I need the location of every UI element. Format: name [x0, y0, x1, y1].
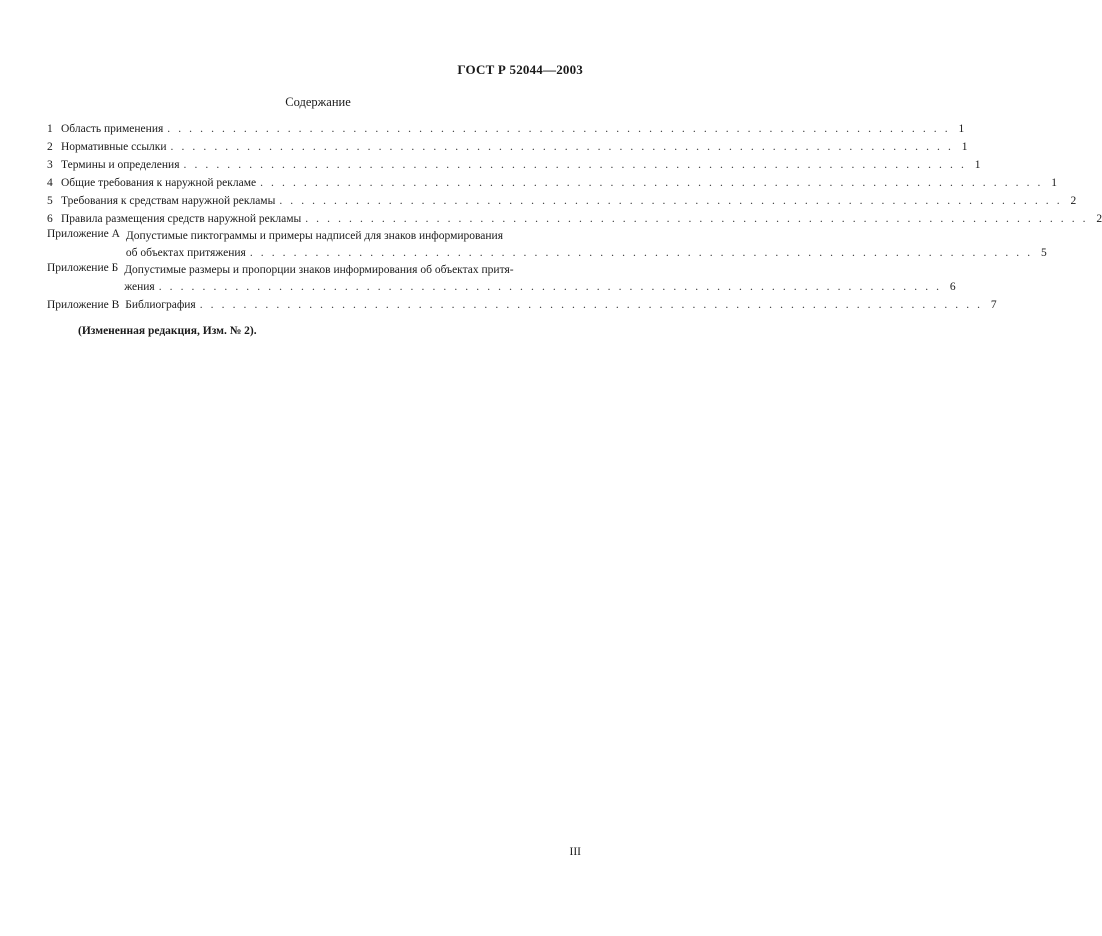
amendment-note: (Измененная редакция, Изм. № 2).	[78, 325, 257, 337]
toc-leader-dots	[184, 156, 967, 174]
toc-item[interactable]	[47, 120, 965, 138]
toc-appendix-a[interactable]	[47, 228, 1047, 262]
toc-item-page: 2	[1096, 213, 1102, 225]
appendix-title-line: Библиография	[125, 299, 196, 311]
toc-item-number: 3	[47, 159, 53, 171]
toc-item-number: 5	[47, 195, 53, 207]
toc-item-page: 1	[961, 141, 968, 153]
toc-item-number: 2	[47, 141, 53, 153]
appendix-label: Приложение Б	[47, 262, 119, 274]
toc-item-label: Область применения	[61, 123, 164, 135]
appendix-label: Приложение А	[47, 228, 120, 240]
toc-item-number: 4	[47, 177, 53, 189]
toc-leader-dots	[260, 174, 1043, 192]
toc-appendix-b[interactable]	[47, 262, 956, 296]
toc-item-label: Термины и определения	[61, 159, 180, 171]
toc-item-page: 6	[949, 281, 956, 293]
toc-item-number: 1	[47, 123, 53, 135]
toc-item-page: 7	[990, 299, 997, 311]
toc-item-label: Общие требования к наружной рекламе	[61, 177, 257, 189]
toc-item-number: 6	[47, 213, 53, 225]
toc-item-label: Правила размещения средств наружной рекламы	[61, 213, 302, 225]
appendix-title-line: Допустимые размеры и пропорции знаков информирования об объектах притя-	[124, 264, 514, 276]
toc-item-label: Нормативные ссылки	[61, 141, 167, 153]
toc-item[interactable]	[47, 138, 968, 156]
document-code: ГОСТ Р 52044—2003	[457, 62, 583, 77]
toc-item[interactable]	[47, 192, 1077, 210]
toc-item[interactable]	[47, 210, 1102, 228]
toc-leader-dots	[171, 138, 954, 156]
appendix-title-line: Допустимые пиктограммы и примеры надписей для знаков информирования	[125, 230, 503, 242]
toc-leader-dots	[167, 120, 950, 138]
appendix-label: Приложение В	[47, 299, 120, 311]
page-number: III	[569, 846, 581, 858]
toc-item[interactable]	[47, 174, 1058, 192]
toc-item-page: 1	[974, 159, 981, 171]
toc-item-page: 5	[1041, 247, 1047, 259]
toc-leader-dots	[200, 296, 983, 314]
appendix-title-continuation: об объектах притяжения	[125, 247, 246, 259]
toc-appendix-c[interactable]	[47, 296, 997, 314]
toc-title: Содержание	[285, 95, 351, 109]
toc-item-page: 1	[1051, 177, 1058, 189]
toc-item-page: 2	[1070, 195, 1077, 207]
toc-leader-dots	[159, 278, 942, 296]
toc-item[interactable]	[47, 156, 981, 174]
toc-leader-dots	[279, 192, 1062, 210]
table-of-contents	[47, 120, 1102, 314]
toc-leader-dots	[250, 244, 1033, 262]
toc-item-label: Требования к средствам наружной рекламы	[61, 195, 276, 207]
toc-item-page: 1	[958, 123, 965, 135]
toc-leader-dots	[305, 210, 1088, 228]
appendix-title-continuation: жения	[124, 281, 155, 293]
